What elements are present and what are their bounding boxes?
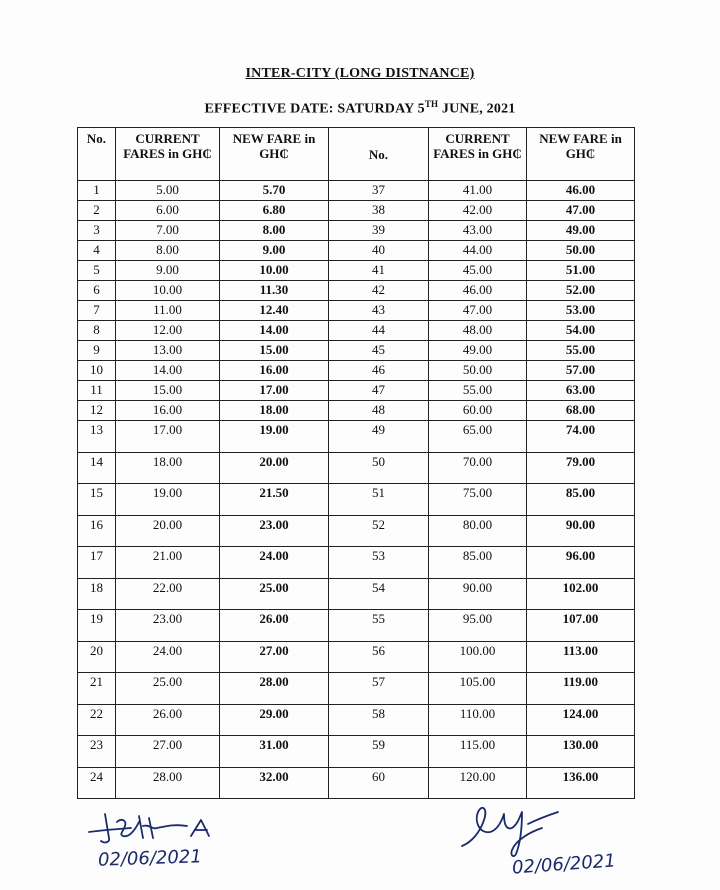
table-row (78, 401, 635, 421)
table-row (78, 201, 635, 221)
cell-new-fare: 20.00 (220, 452, 329, 484)
cell-current-fare-2: 46.00 (429, 281, 527, 301)
cell-new-fare: 27.00 (220, 641, 329, 673)
cell-no-2: 58 (329, 704, 429, 736)
header-no: No. (78, 128, 116, 181)
cell-current-fare-2: 48.00 (429, 321, 527, 341)
cell-new-fare-2: 51.00 (527, 261, 635, 281)
cell-new-fare: 8.00 (220, 221, 329, 241)
cell-current-fare-2: 70.00 (429, 452, 527, 484)
table-row (78, 704, 635, 736)
cell-new-fare-2: 57.00 (527, 361, 635, 381)
cell-no: 21 (78, 673, 116, 705)
table-row (78, 515, 635, 547)
cell-no-2: 37 (329, 181, 429, 201)
cell-current-fare: 13.00 (116, 341, 220, 361)
cell-new-fare-2: 55.00 (527, 341, 635, 361)
table-row (78, 381, 635, 401)
cell-current-fare-2: 105.00 (429, 673, 527, 705)
table-row (78, 321, 635, 341)
cell-new-fare-2: 68.00 (527, 401, 635, 421)
cell-current-fare-2: 65.00 (429, 421, 527, 453)
cell-new-fare-2: 119.00 (527, 673, 635, 705)
cell-new-fare: 12.40 (220, 301, 329, 321)
cell-no: 4 (78, 241, 116, 261)
cell-no-2: 41 (329, 261, 429, 281)
cell-current-fare-2: 43.00 (429, 221, 527, 241)
cell-new-fare-2: 96.00 (527, 547, 635, 579)
table-row (78, 301, 635, 321)
cell-current-fare: 19.00 (116, 484, 220, 516)
table-row (78, 241, 635, 261)
cell-new-fare-2: 107.00 (527, 610, 635, 642)
cell-no-2: 44 (329, 321, 429, 341)
cell-new-fare: 17.00 (220, 381, 329, 401)
cell-current-fare: 11.00 (116, 301, 220, 321)
cell-current-fare-2: 45.00 (429, 261, 527, 281)
fare-table-body (78, 181, 635, 799)
cell-no: 13 (78, 421, 116, 453)
right-signature-image (458, 794, 578, 860)
table-row (78, 610, 635, 642)
cell-no-2: 46 (329, 361, 429, 381)
cell-new-fare-2: 46.00 (527, 181, 635, 201)
cell-new-fare-2: 102.00 (527, 578, 635, 610)
cell-no-2: 54 (329, 578, 429, 610)
cell-no: 23 (78, 736, 116, 768)
cell-current-fare: 6.00 (116, 201, 220, 221)
table-header-row (78, 128, 635, 181)
cell-current-fare: 28.00 (116, 767, 220, 799)
cell-no: 22 (78, 704, 116, 736)
cell-no-2: 49 (329, 421, 429, 453)
cell-new-fare-2: 50.00 (527, 241, 635, 261)
cell-new-fare-2: 113.00 (527, 641, 635, 673)
cell-new-fare-2: 47.00 (527, 201, 635, 221)
cell-current-fare-2: 120.00 (429, 767, 527, 799)
cell-new-fare: 32.00 (220, 767, 329, 799)
cell-new-fare: 26.00 (220, 610, 329, 642)
cell-current-fare: 16.00 (116, 401, 220, 421)
cell-current-fare-2: 110.00 (429, 704, 527, 736)
cell-no-2: 52 (329, 515, 429, 547)
cell-no: 15 (78, 484, 116, 516)
cell-current-fare: 10.00 (116, 281, 220, 301)
cell-no: 17 (78, 547, 116, 579)
cell-current-fare-2: 41.00 (429, 181, 527, 201)
cell-no-2: 50 (329, 452, 429, 484)
cell-new-fare-2: 79.00 (527, 452, 635, 484)
header-current-fares-2: CURRENT FARES in GH₵ (429, 128, 527, 181)
cell-current-fare: 23.00 (116, 610, 220, 642)
cell-current-fare: 26.00 (116, 704, 220, 736)
cell-current-fare-2: 75.00 (429, 484, 527, 516)
cell-no-2: 48 (329, 401, 429, 421)
table-row (78, 181, 635, 201)
table-row (78, 736, 635, 768)
table-row (78, 452, 635, 484)
cell-no-2: 45 (329, 341, 429, 361)
cell-new-fare-2: 85.00 (527, 484, 635, 516)
cell-current-fare: 8.00 (116, 241, 220, 261)
cell-new-fare: 18.00 (220, 401, 329, 421)
cell-new-fare-2: 52.00 (527, 281, 635, 301)
cell-no: 19 (78, 610, 116, 642)
effective-date-rest: JUNE, 2021 (438, 101, 516, 117)
cell-current-fare: 17.00 (116, 421, 220, 453)
cell-current-fare: 14.00 (116, 361, 220, 381)
cell-new-fare: 14.00 (220, 321, 329, 341)
cell-no-2: 57 (329, 673, 429, 705)
cell-new-fare-2: 90.00 (527, 515, 635, 547)
cell-new-fare: 9.00 (220, 241, 329, 261)
cell-no-2: 39 (329, 221, 429, 241)
table-row (78, 547, 635, 579)
cell-new-fare: 19.00 (220, 421, 329, 453)
cell-current-fare-2: 50.00 (429, 361, 527, 381)
cell-current-fare-2: 47.00 (429, 301, 527, 321)
cell-no: 6 (78, 281, 116, 301)
cell-no-2: 51 (329, 484, 429, 516)
cell-new-fare: 24.00 (220, 547, 329, 579)
cell-no-2: 47 (329, 381, 429, 401)
cell-no-2: 43 (329, 301, 429, 321)
table-row (78, 261, 635, 281)
table-row (78, 361, 635, 381)
left-signature-date: 02/06/2021 (97, 846, 203, 871)
cell-current-fare-2: 115.00 (429, 736, 527, 768)
cell-current-fare-2: 85.00 (429, 547, 527, 579)
fare-table (77, 127, 635, 799)
cell-no: 5 (78, 261, 116, 281)
cell-no: 7 (78, 301, 116, 321)
cell-current-fare: 18.00 (116, 452, 220, 484)
table-row (78, 281, 635, 301)
table-row (78, 484, 635, 516)
cell-current-fare: 9.00 (116, 261, 220, 281)
cell-current-fare: 15.00 (116, 381, 220, 401)
header-new-fare: NEW FARE in GH₵ (220, 128, 329, 181)
cell-no-2: 42 (329, 281, 429, 301)
cell-new-fare-2: 130.00 (527, 736, 635, 768)
cell-current-fare-2: 42.00 (429, 201, 527, 221)
cell-no: 12 (78, 401, 116, 421)
cell-new-fare: 15.00 (220, 341, 329, 361)
cell-no-2: 59 (329, 736, 429, 768)
cell-no: 9 (78, 341, 116, 361)
cell-current-fare: 12.00 (116, 321, 220, 341)
cell-new-fare: 21.50 (220, 484, 329, 516)
cell-current-fare: 21.00 (116, 547, 220, 579)
cell-new-fare: 29.00 (220, 704, 329, 736)
cell-new-fare: 23.00 (220, 515, 329, 547)
cell-current-fare-2: 100.00 (429, 641, 527, 673)
cell-no-2: 53 (329, 547, 429, 579)
cell-current-fare-2: 44.00 (429, 241, 527, 261)
left-signature-image (83, 808, 243, 850)
table-row (78, 673, 635, 705)
cell-no-2: 55 (329, 610, 429, 642)
cell-current-fare: 25.00 (116, 673, 220, 705)
cell-new-fare-2: 63.00 (527, 381, 635, 401)
cell-no: 24 (78, 767, 116, 799)
cell-new-fare-2: 74.00 (527, 421, 635, 453)
effective-date-suffix: TH (424, 99, 439, 109)
document-title: INTER-CITY (LONG DISTNANCE) (245, 66, 475, 81)
cell-no: 20 (78, 641, 116, 673)
cell-current-fare-2: 90.00 (429, 578, 527, 610)
cell-no-2: 56 (329, 641, 429, 673)
table-row (78, 341, 635, 361)
cell-new-fare: 11.30 (220, 281, 329, 301)
cell-no: 1 (78, 181, 116, 201)
cell-no: 3 (78, 221, 116, 241)
cell-no-2: 60 (329, 767, 429, 799)
cell-new-fare: 31.00 (220, 736, 329, 768)
cell-current-fare: 7.00 (116, 221, 220, 241)
cell-current-fare-2: 49.00 (429, 341, 527, 361)
cell-no-2: 38 (329, 201, 429, 221)
effective-date (0, 99, 720, 118)
cell-new-fare: 5.70 (220, 181, 329, 201)
table-row (78, 221, 635, 241)
cell-current-fare-2: 80.00 (429, 515, 527, 547)
cell-current-fare: 20.00 (116, 515, 220, 547)
cell-no: 11 (78, 381, 116, 401)
cell-new-fare-2: 136.00 (527, 767, 635, 799)
right-signature-date: 02/06/2021 (511, 850, 617, 879)
table-row (78, 641, 635, 673)
cell-new-fare: 10.00 (220, 261, 329, 281)
cell-current-fare: 22.00 (116, 578, 220, 610)
cell-new-fare: 16.00 (220, 361, 329, 381)
cell-no: 18 (78, 578, 116, 610)
cell-no: 14 (78, 452, 116, 484)
cell-current-fare-2: 60.00 (429, 401, 527, 421)
cell-no: 16 (78, 515, 116, 547)
cell-no: 2 (78, 201, 116, 221)
table-row (78, 421, 635, 453)
cell-new-fare: 25.00 (220, 578, 329, 610)
header-new-fare-2: NEW FARE in GH₵ (527, 128, 635, 181)
cell-current-fare: 24.00 (116, 641, 220, 673)
table-row (78, 578, 635, 610)
header-current-fares: CURRENT FARES in GH₵ (116, 128, 220, 181)
cell-no: 8 (78, 321, 116, 341)
cell-new-fare: 6.80 (220, 201, 329, 221)
cell-current-fare: 27.00 (116, 736, 220, 768)
cell-no: 10 (78, 361, 116, 381)
effective-date-text: EFFECTIVE DATE: SATURDAY 5 (204, 101, 425, 117)
cell-current-fare-2: 95.00 (429, 610, 527, 642)
cell-new-fare-2: 49.00 (527, 221, 635, 241)
header-no-2: No. (329, 128, 429, 181)
cell-current-fare-2: 55.00 (429, 381, 527, 401)
cell-no-2: 40 (329, 241, 429, 261)
cell-new-fare: 28.00 (220, 673, 329, 705)
cell-current-fare: 5.00 (116, 181, 220, 201)
cell-new-fare-2: 54.00 (527, 321, 635, 341)
cell-new-fare-2: 124.00 (527, 704, 635, 736)
cell-new-fare-2: 53.00 (527, 301, 635, 321)
